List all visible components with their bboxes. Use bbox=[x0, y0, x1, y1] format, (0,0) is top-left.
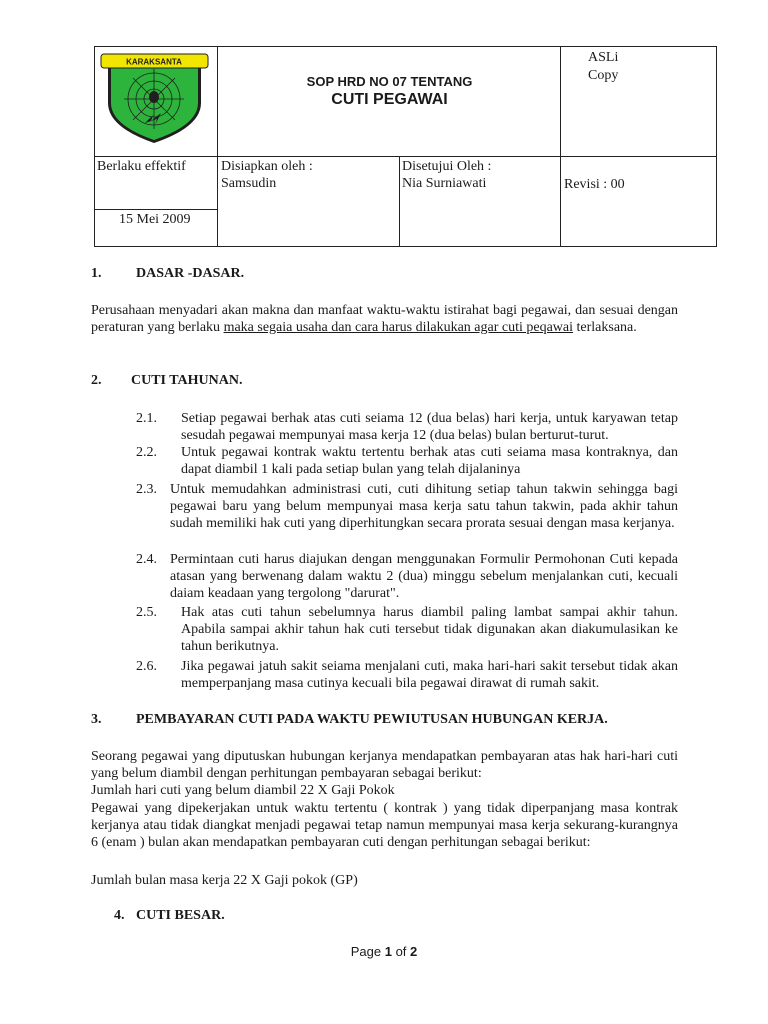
section-1-number: 1. bbox=[91, 266, 102, 281]
section-2-number: 2. bbox=[91, 373, 102, 388]
section-3-number: 3. bbox=[91, 712, 102, 727]
company-logo-icon bbox=[95, 47, 217, 156]
item-number: 2.3. bbox=[136, 482, 157, 497]
table-divider bbox=[95, 156, 716, 157]
section-3-formula-2: Jumlah bulan masa kerja 22 X Gaji pokok (GP) bbox=[91, 873, 358, 888]
disetujui-name: Nia Surniawati bbox=[402, 176, 487, 191]
section-3-title: PEMBAYARAN CUTI PADA WAKTU PEWIUTUSAN HUBUNGAN KERJA. bbox=[136, 712, 608, 727]
asli-label: ASLi bbox=[588, 50, 619, 65]
copy-label: Copy bbox=[588, 68, 619, 83]
section-1-title: DASAR -DASAR. bbox=[136, 266, 245, 281]
disetujui-label: Disetujui Oleh : bbox=[402, 159, 492, 174]
section-4-number: 4. bbox=[114, 908, 125, 923]
doc-title-line1: SOP HRD NO 07 TENTANG bbox=[306, 74, 473, 89]
doc-title-line2: CUTI PEGAWAI bbox=[331, 91, 448, 108]
disiapkan-label: Disiapkan oleh : bbox=[221, 159, 313, 174]
item-number: 2.6. bbox=[136, 659, 157, 674]
item-text: Hak atas cuti tahun sebelumnya harus diambil paling lambat sampai akhir tahun. Apabila sampai akhir tahun hak cuti tersebut tidak digunakan akan diakumulasikan ke tahun berikutnya. bbox=[181, 605, 678, 654]
section-1-text-b: terlaksana. bbox=[573, 320, 637, 335]
disiapkan-name: Samsudin bbox=[221, 176, 277, 191]
section-1-text-underlined: maka segaia usaha dan cara harus dilakukan agar cuti peqawai bbox=[223, 320, 574, 335]
page-total: 2 bbox=[410, 944, 418, 959]
table-divider bbox=[95, 209, 217, 210]
svg-text:KARAKSANTA: KARAKSANTA bbox=[126, 57, 182, 67]
section-3-formula-1: Jumlah hari cuti yang belum diambil 22 X Gaji Pokok bbox=[91, 783, 395, 798]
berlaku-label: Berlaku effektif bbox=[97, 159, 186, 174]
table-divider bbox=[399, 156, 400, 246]
item-text: Untuk pegawai kontrak waktu tertentu berhak atas cuti seiama masa kontraknya, dan dapat diambil 1 kali pada setiap bulan yang telah dijalaninya bbox=[181, 445, 678, 477]
revisi-label: Revisi : 00 bbox=[564, 177, 625, 192]
item-text: Permintaan cuti harus diajukan dengan menggunakan Formulir Permohonan Cuti kepada atasan yang berwenang dalam waktu 2 (dua) minggu sebelum menjalankan cuti, kecuali daiam keadaan yang tergolong "darurat". bbox=[170, 552, 678, 601]
item-number: 2.1. bbox=[136, 411, 157, 426]
title-cell bbox=[218, 47, 561, 156]
item-text: Untuk memudahkan administrasi cuti, cuti dihitung setiap tahun takwin sehingga bagi pegawai baru yang belum mempunyai masa kerja satu tahun takwin, pada akhir tahun sudah memiliki hak cuti yang diperhitungkan secara prorata sesuai dengan masa kerjanya. bbox=[170, 482, 678, 531]
item-text: Jika pegawai jatuh sakit seiama menjalani cuti, maka hari-hari sakit tersebut tidak akan memperpanjang masa cutinya kecuali bila pegawai dirawat di rumah sakit. bbox=[181, 659, 678, 691]
section-1-text-a: Perusahaan menyadari akan makna dan manfaat waktu-waktu istirahat bagi pegawai, dan sesuai dengan peraturan yang berlaku bbox=[91, 303, 678, 335]
page-word: Page bbox=[350, 944, 382, 959]
berlaku-date: 15 Mei 2009 bbox=[119, 212, 191, 227]
page-number: 1 bbox=[384, 944, 392, 959]
asli-copy-cell bbox=[588, 49, 618, 85]
logo-cell bbox=[95, 47, 217, 156]
item-number: 2.4. bbox=[136, 552, 157, 567]
header-table bbox=[94, 46, 717, 247]
section-1-paragraph bbox=[91, 302, 678, 336]
section-3-paragraph-1: Seorang pegawai yang diputuskan hubungan kerjanya mendapatkan pembayaran atas hak hari-hari cuti yang belum diambil dengan perhitungan pembayaran sebagai berikut: bbox=[91, 749, 678, 781]
item-number: 2.5. bbox=[136, 605, 157, 620]
section-3-paragraph-2: Pegawai yang dipekerjakan untuk waktu tertentu ( kontrak ) yang tidak diperpanjang masa kontrak kerjanya atau tidak diangkat menjadi pegawai tetap namun mempunyai masa kerja sekurang-kurangnya 6 (enam ) bulan akan mendapatkan pembayaran cuti dengan perhitungan sebagai berikut: bbox=[91, 801, 678, 850]
section-2-title: CUTI TAHUNAN. bbox=[131, 373, 243, 388]
section-4-title: CUTI BESAR. bbox=[136, 908, 225, 923]
page-footer bbox=[0, 944, 768, 959]
of-word: of bbox=[395, 944, 407, 959]
item-number: 2.2. bbox=[136, 445, 157, 460]
item-text: Setiap pegawai berhak atas cuti seiama 12 (dua belas) hari kerja, untuk karyawan tetap sesudah pegawai mempunyai masa kerja 12 (dua belas) bulan berturut-turut. bbox=[181, 411, 678, 443]
